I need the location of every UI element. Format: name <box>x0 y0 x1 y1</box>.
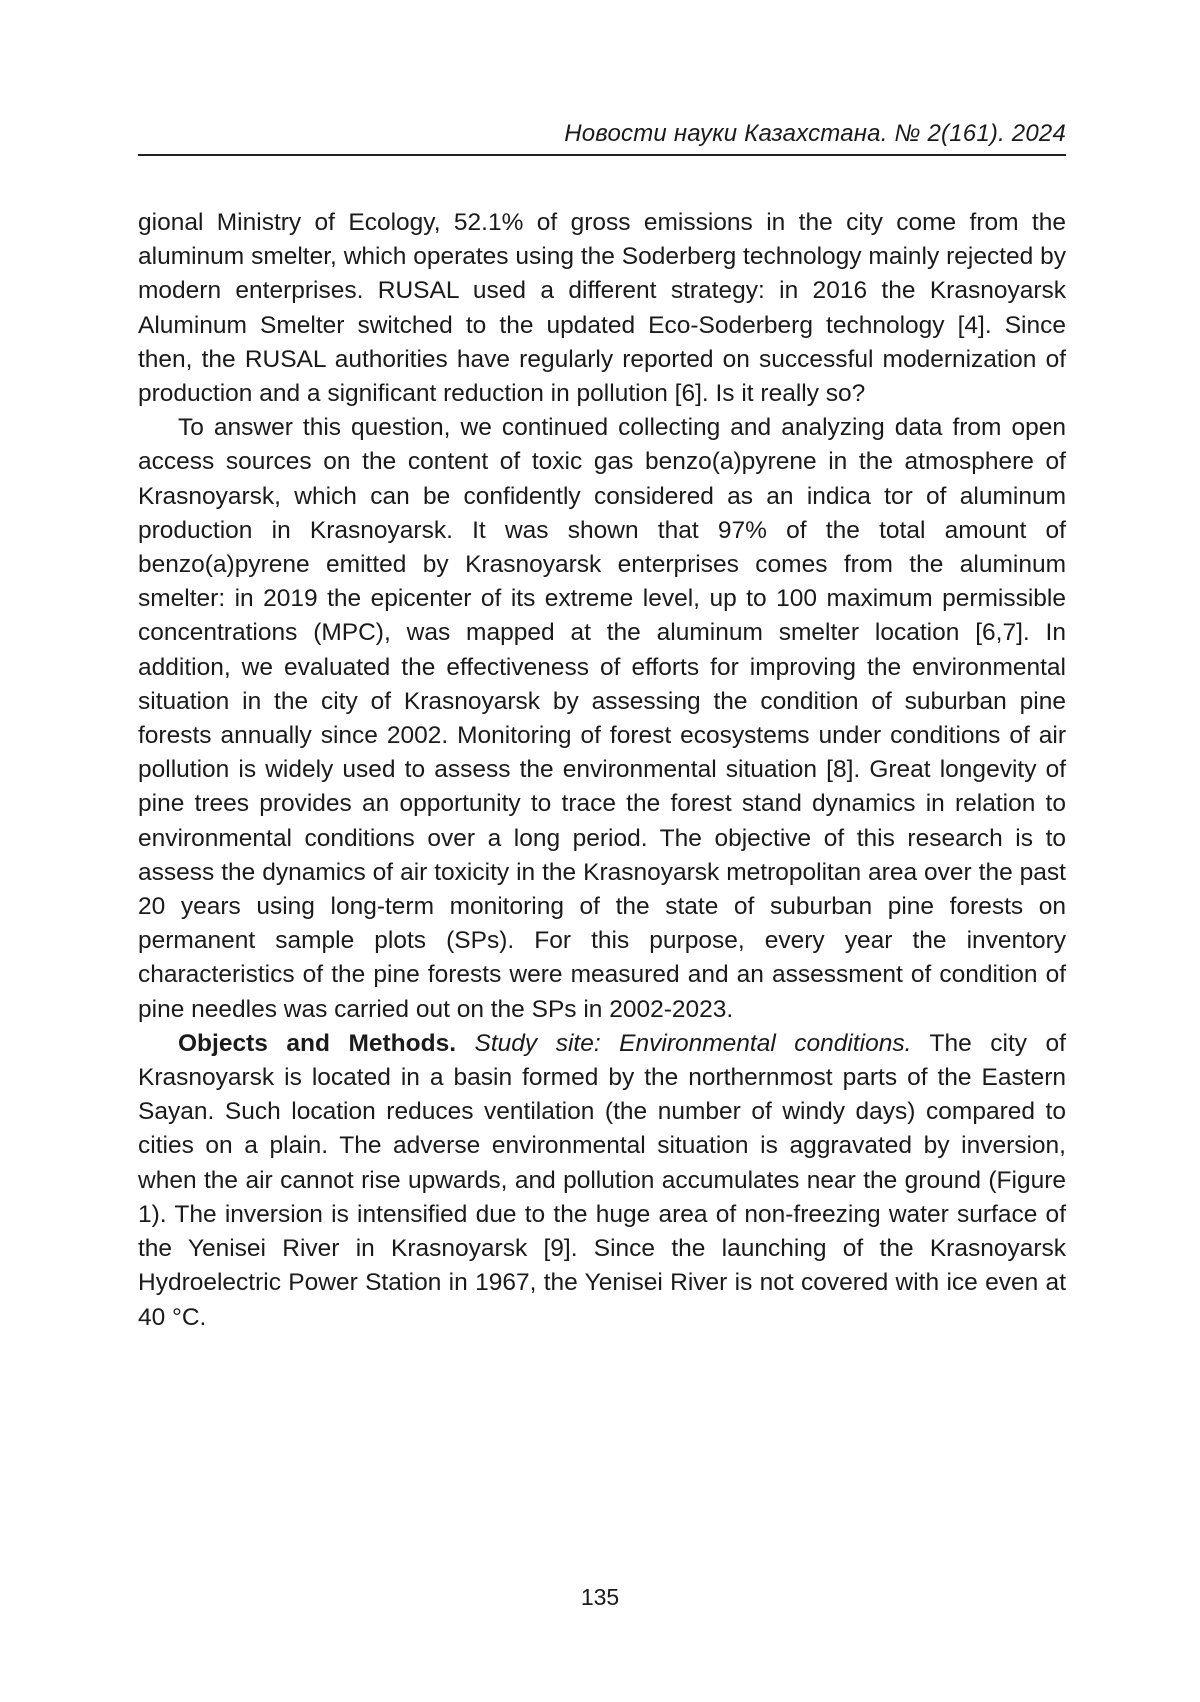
section-heading: Objects and Methods. <box>178 1029 456 1057</box>
article-body <box>138 206 1066 1335</box>
paragraph-3 <box>138 1027 1066 1335</box>
running-header <box>138 112 1066 156</box>
section-subheading: Study site: Environmental conditions. <box>474 1029 912 1057</box>
page-number: 135 <box>580 1584 620 1610</box>
paragraph-2: To answer this question, we continued collecting and analyzing data from open access sources on the content of toxic gas benzo(a)pyrene in the atmosphere of Krasnoyarsk, which can be confidently considered as an indica tor of aluminum production in Krasnoyarsk. It was shown that 97% of the total amount of benzo(a)pyrene emitted by Krasnoyarsk enterprises comes from the aluminum smelter: in 2019 the epicenter of its extreme level, up to 100 maximum permissible concentrations (MPC), was mapped at the aluminum smelter location [6,7]. In addition, we evaluated the effectiveness of efforts for improving the environmental situation in the city of Krasnoyarsk by assessing the condition of suburban pine forests annually since 2002. Monitoring of forest ecosystems under conditions of air pollution is widely used to assess the environmental situation [8]. Great longevity of pine trees provides an opportunity to trace the forest stand dynamics in relation to environmental conditions over a long period. The objective of this research is to assess the dynamics of air toxicity in the Krasnoyarsk metropolitan area over the past 20 years using long-term monitoring of the state of suburban pine forests on permanent sample plots (SPs). For this purpose, every year the inventory characteristics of the pine forests were measured and an assessment of condition of pine needles was carried out on the SPs in 2002-2023. <box>138 414 1066 1023</box>
paragraph-3-text: The city of Krasnoyarsk is located in a basin formed by the northernmost parts of the Eastern Sayan. Such location reduces ventilation (the number of windy days) compared to cities on a plain. The adverse environmental situation is aggravated by inversion, when the air cannot rise upwards, and pollution accumulates near the ground (Figure 1). The inversion is intensified due to the huge area of non-freezing water surface of the Yenisei River in Krasnoyarsk [9]. Since the launching of the Krasnoyarsk Hydroelectric Power Station in 1967, the Yenisei River is not covered with ice even at 40 °C. <box>138 1029 1066 1331</box>
paragraph-1: gional Ministry of Ecology, 52.1% of gross emissions in the city come from the aluminum smelter, which operates using the Soderberg technology mainly rejected by modern enterprises. RUSAL used a different strategy: in 2016 the Krasnoyarsk Aluminum Smelter switched to the updated Eco-Soderberg technology [4]. Since then, the RUSAL authorities have regularly reported on successful modernization of production and a significant reduction in pollution [6]. Is it really so? <box>138 209 1066 408</box>
journal-title: Новости науки Казахстана. № 2(161). 2024 <box>564 120 1066 147</box>
